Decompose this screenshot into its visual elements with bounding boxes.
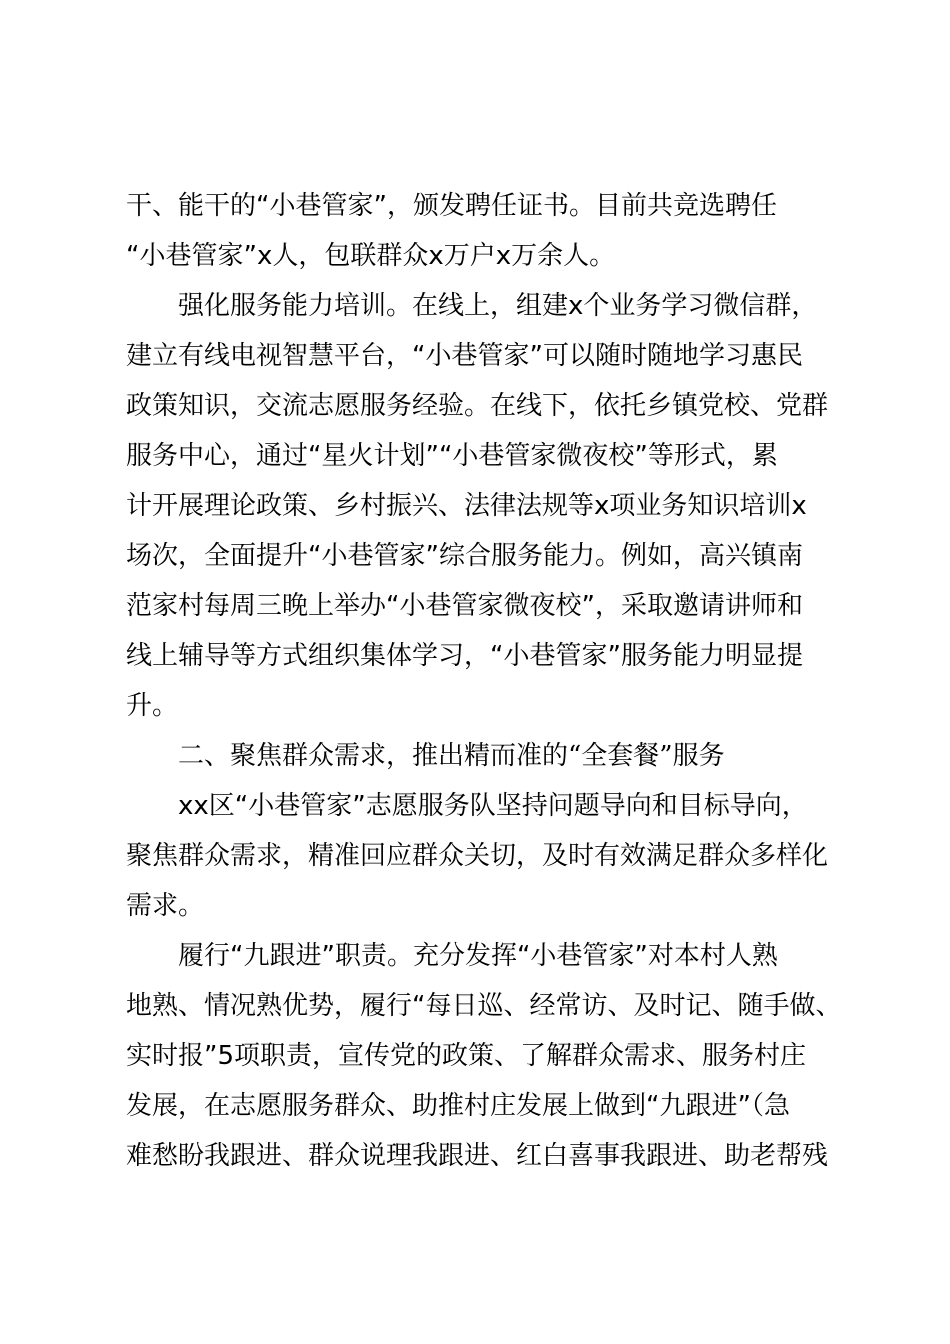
body-text-line: 线上辅导等方式组织集体学习，“小巷管家”服务能力明显提	[126, 641, 803, 671]
body-text-line: 政策知识，交流志愿服务经验。在线下，依托乡镇党校、党群	[126, 391, 829, 421]
body-text-line: “小巷管家”x人，包联群众x万户x万余人。	[126, 241, 616, 271]
body-text-line: 地熟、情况熟优势，履行“每日巡、经常访、及时记、随手做、	[126, 991, 842, 1021]
body-text-line: 履行“九跟进”职责。充分发挥“小巷管家”对本村人熟	[178, 941, 778, 971]
body-text-line: 强化服务能力培训。在线上，组建x个业务学习微信群，	[178, 291, 818, 321]
body-text-line: 聚焦群众需求，精准回应群众关切，及时有效满足群众多样化	[126, 841, 829, 871]
body-text-line: 升。	[126, 691, 179, 721]
body-text-line: 服务中心，通过“星火计划”“小巷管家微夜校”等形式，累	[126, 441, 778, 471]
body-text-line: xx区“小巷管家”志愿服务队坚持问题导向和目标导向，	[178, 791, 808, 821]
body-text-line: 发展，在志愿服务群众、助推村庄发展上做到“九跟进”（急	[126, 1091, 790, 1121]
body-text-line: 实时报”5项职责，宣传党的政策、了解群众需求、服务村庄	[126, 1041, 807, 1071]
body-text-line: 需求。	[126, 891, 205, 921]
section-heading: 二、聚焦群众需求，推出精而准的“全套餐”服务	[178, 741, 725, 771]
body-text-line: 难愁盼我跟进、群众说理我跟进、红白喜事我跟进、助老帮残	[126, 1141, 829, 1171]
body-text-line: 建立有线电视智慧平台，“小巷管家”可以随时随地学习惠民	[126, 341, 803, 371]
body-text-line: 干、能干的“小巷管家”，颁发聘任证书。目前共竞选聘任	[126, 191, 777, 221]
body-text-line: 范家村每周三晚上举办“小巷管家微夜校”，采取邀请讲师和	[126, 591, 803, 621]
body-text-line: 场次，全面提升“小巷管家”综合服务能力。例如，高兴镇南	[126, 541, 803, 571]
body-text-line: 计开展理论政策、乡村振兴、法律法规等x项业务知识培训x	[126, 491, 807, 521]
